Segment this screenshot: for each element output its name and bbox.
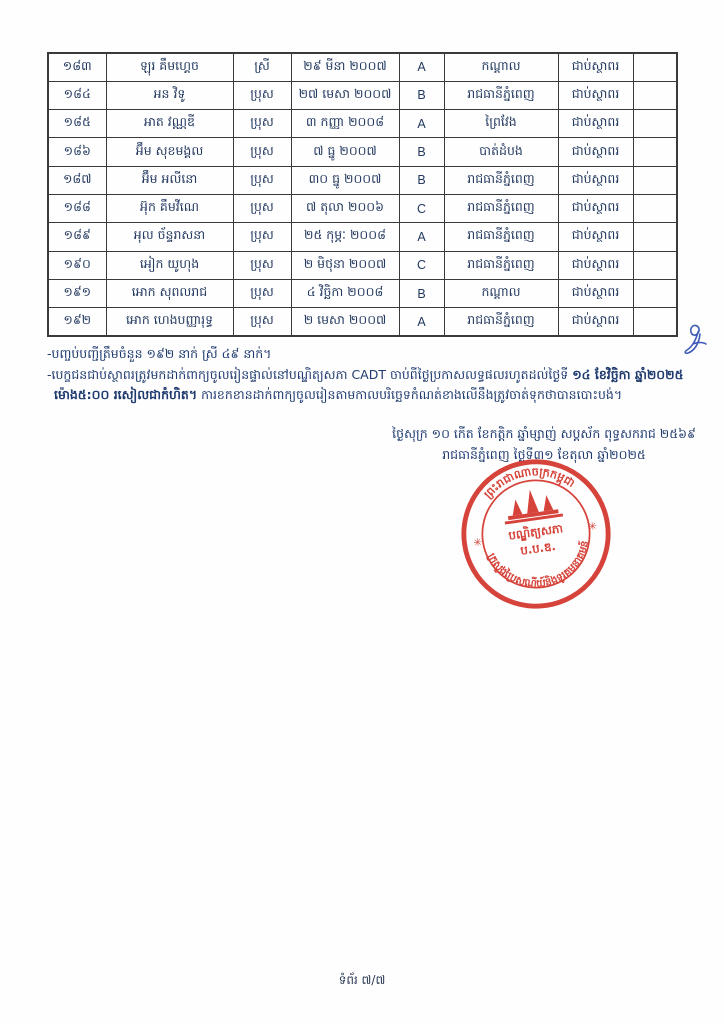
cell-number: ១៨៨	[48, 194, 106, 222]
cell-blank	[633, 223, 677, 251]
cell-grade: A	[399, 223, 444, 251]
table-row	[48, 53, 677, 81]
cell-province: រាជធានីភ្នំពេញ	[444, 308, 558, 336]
cell-province: រាជធានីភ្នំពេញ	[444, 81, 558, 109]
cell-name: ឡុរ គឹមហ្គេច	[106, 53, 233, 81]
footnote-registration-text: -បេក្ខជនជាប់ស្ថាពរត្រូវមកដាក់ពាក្យចូលរៀនផ្ទាល់នៅបណ្ឌិត្យសភា CADT ចាប់ពីថ្ងៃប្រកាសលទ្ធផលរហូតដល់ថ្ងៃទី	[47, 366, 573, 382]
dateline-lunar: ថ្ងៃសុក្រ ១០ កើត ខែកត្តិក ឆ្នាំម្សាញ់ សប្តស័ក ពុទ្ធសករាជ ២៥៦៩	[392, 426, 696, 441]
cell-grade: A	[399, 53, 444, 81]
cell-grade: C	[399, 251, 444, 279]
cell-blank	[633, 308, 677, 336]
table-row	[48, 308, 677, 336]
cell-grade: B	[399, 166, 444, 194]
table-row	[48, 279, 677, 307]
cell-gender: ស្រី	[233, 53, 291, 81]
cell-number: ១៨៦	[48, 138, 106, 166]
cell-province: ព្រៃវែង	[444, 110, 558, 138]
footnote-warning-text: ការខកខានដាក់ពាក្យចូលរៀនតាមកាលបរិច្ឆេទកំណត់ខាងលើនឹងត្រូវចាត់ទុកថាបានបោះបង់។	[197, 387, 623, 402]
cell-status: ជាប់ស្ថាពរ	[558, 308, 633, 336]
cell-birthdate: ២ មិថុនា ២០០៧	[291, 251, 399, 279]
cell-birthdate: ៧ ធ្នូ ២០០៧	[291, 138, 399, 166]
stamp-center-line1: បណ្ឌិត្យសភា	[507, 521, 564, 543]
cell-blank	[633, 279, 677, 307]
cell-grade: A	[399, 308, 444, 336]
cell-name: អ៊ឹម សុខមង្គល	[106, 138, 233, 166]
results-table-wrap	[47, 52, 678, 337]
cell-gender: ប្រុស	[233, 279, 291, 307]
cell-gender: ប្រុស	[233, 223, 291, 251]
cell-grade: A	[399, 110, 444, 138]
cell-grade: B	[399, 138, 444, 166]
cell-status: ជាប់ស្ថាពរ	[558, 166, 633, 194]
cell-status: ជាប់ស្ថាពរ	[558, 138, 633, 166]
cell-gender: ប្រុស	[233, 81, 291, 109]
cell-gender: ប្រុស	[233, 138, 291, 166]
cell-blank	[633, 53, 677, 81]
table-row	[48, 194, 677, 222]
cell-status: ជាប់ស្ថាពរ	[558, 81, 633, 109]
cell-grade: C	[399, 194, 444, 222]
footnotes	[47, 344, 687, 406]
cell-number: ១៨៧	[48, 166, 106, 194]
cell-status: ជាប់ស្ថាពរ	[558, 223, 633, 251]
cell-status: ជាប់ស្ថាពរ	[558, 194, 633, 222]
cell-number: ១៨៩	[48, 223, 106, 251]
footnote-total: -បញ្ចប់បញ្ជីត្រឹមចំនួន ១៩២ នាក់ ស្រី ៤៩ នាក់។	[47, 346, 272, 361]
cell-province: បាត់ដំបង	[444, 138, 558, 166]
cell-blank	[633, 194, 677, 222]
cell-gender: ប្រុស	[233, 110, 291, 138]
cell-province: កណ្តាល	[444, 53, 558, 81]
cell-status: ជាប់ស្ថាពរ	[558, 279, 633, 307]
stamp-star-left: ✳	[472, 535, 484, 550]
cell-birthdate: ៣០ ធ្នូ ២០០៧	[291, 166, 399, 194]
footnote-deadline	[47, 385, 687, 406]
cell-province: រាជធានីភ្នំពេញ	[444, 194, 558, 222]
stamp-center-line2: ប.ប.ឌ.	[519, 538, 557, 558]
cell-number: ១៨៣	[48, 53, 106, 81]
cell-gender: ប្រុស	[233, 166, 291, 194]
cell-name: អាត វណ្ណឌី	[106, 110, 233, 138]
angkor-wat-icon	[501, 486, 563, 525]
cell-status: ជាប់ស្ថាពរ	[558, 110, 633, 138]
footnote-deadline-time: ម៉ោង៥:០០ រសៀលជាកំហិត។	[54, 387, 198, 402]
cell-province: រាជធានីភ្នំពេញ	[444, 223, 558, 251]
table-row	[48, 223, 677, 251]
cell-birthdate: ៧ តុលា ២០០៦	[291, 194, 399, 222]
cell-birthdate: ២៩ មីនា ២០០៧	[291, 53, 399, 81]
cell-status: ជាប់ស្ថាពរ	[558, 53, 633, 81]
dateline-civil: រាជធានីភ្នំពេញ ថ្ងៃទី៣១ ខែតុលា ឆ្នាំ២០២៥	[442, 447, 646, 462]
cell-grade: B	[399, 81, 444, 109]
cell-name: អៀក យូហុង	[106, 251, 233, 279]
cell-name: អ៊ឹម អលីនោ	[106, 166, 233, 194]
cell-number: ១៨៥	[48, 110, 106, 138]
cell-blank	[633, 81, 677, 109]
cell-blank	[633, 138, 677, 166]
official-stamp	[448, 446, 624, 622]
cell-name: អោក ហេងបញ្ញារុទ្ធ	[106, 308, 233, 336]
cell-birthdate: ២៥ កុម្ភៈ ២០០៨	[291, 223, 399, 251]
cell-blank	[633, 110, 677, 138]
cell-number: ១៩១	[48, 279, 106, 307]
cell-blank	[633, 166, 677, 194]
cell-grade: B	[399, 279, 444, 307]
cell-birthdate: ៣ កញ្ញា ២០០៨	[291, 110, 399, 138]
table-row	[48, 138, 677, 166]
cell-name: អន វិទូ	[106, 81, 233, 109]
cell-province: កណ្តាល	[444, 279, 558, 307]
cell-blank	[633, 251, 677, 279]
cell-name: អុល ច័ន្ទរាសនា	[106, 223, 233, 251]
cell-number: ១៨៤	[48, 81, 106, 109]
stamp-star-right: ✳	[587, 519, 598, 534]
cell-name: អោក សុពលរាជ	[106, 279, 233, 307]
stamp-top-arc-text: ព្រះរាជាណាចក្រកម្ពុជា	[481, 465, 578, 501]
cell-province: រាជធានីភ្នំពេញ	[444, 251, 558, 279]
cell-gender: ប្រុស	[233, 194, 291, 222]
footnote-registration	[47, 365, 687, 386]
table-row	[48, 81, 677, 109]
cell-number: ១៩២	[48, 308, 106, 336]
cell-status: ជាប់ស្ថាពរ	[558, 251, 633, 279]
cell-birthdate: ៤ វិច្ឆិកា ២០០៨	[291, 279, 399, 307]
cell-gender: ប្រុស	[233, 308, 291, 336]
cell-gender: ប្រុស	[233, 251, 291, 279]
cell-number: ១៩០	[48, 251, 106, 279]
results-table	[47, 52, 678, 337]
cell-birthdate: ២ មេសា ២០០៧	[291, 308, 399, 336]
cell-birthdate: ២៧ មេសា ២០០៧	[291, 81, 399, 109]
cell-province: រាជធានីភ្នំពេញ	[444, 166, 558, 194]
page-number: ទំព័រ ៧/៧	[338, 973, 386, 987]
footnote-deadline-date: ១៤ ខែវិច្ឆិកា ឆ្នាំ២០២៥	[572, 366, 684, 382]
table-row	[48, 110, 677, 138]
table-row	[48, 166, 677, 194]
table-row	[48, 251, 677, 279]
stamp-bottom-arc-text: ក្រសួងប្រៃសណីយ៍និងទូរគមនាគមន៍	[485, 539, 592, 590]
cell-name: អ៊ុក គឹមវីណេ	[106, 194, 233, 222]
